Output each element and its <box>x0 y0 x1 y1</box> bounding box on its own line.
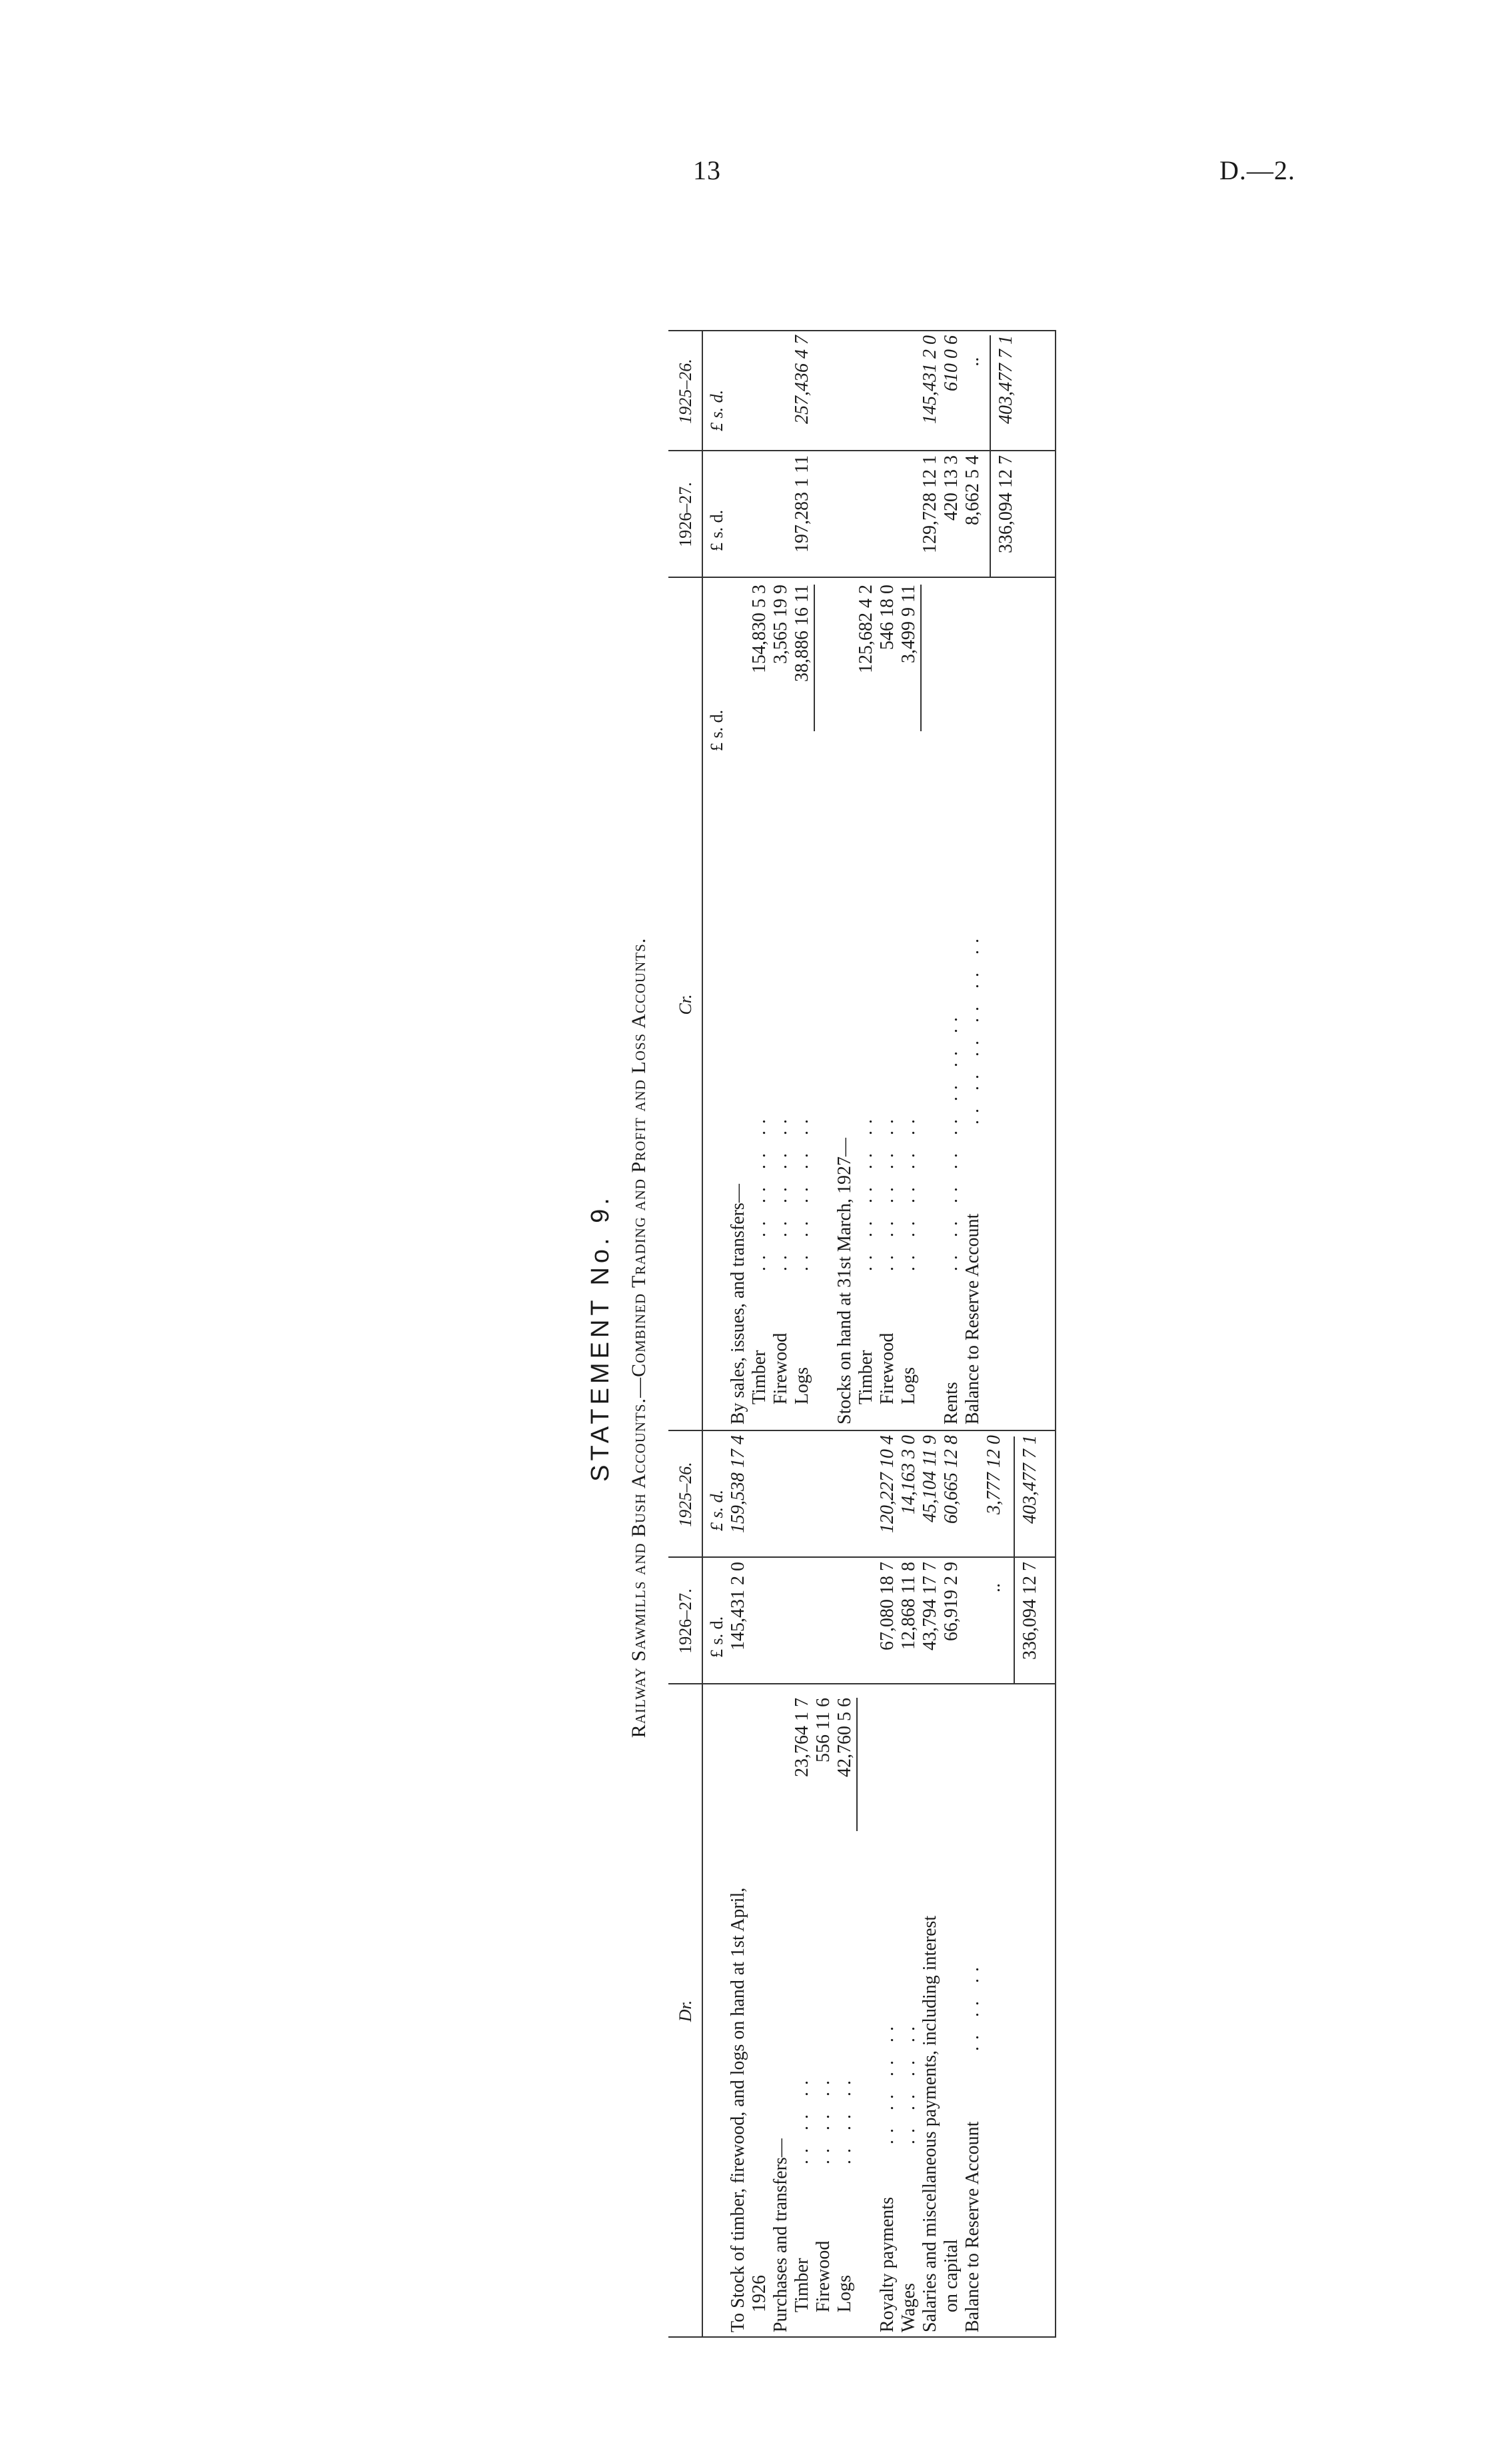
dr-purchase-firewood-amount: 556 11 6 <box>813 1698 834 1762</box>
cr-sales-heading: By sales, issues, and transfers— <box>728 1184 748 1424</box>
document-reference: D.—2. <box>1219 155 1295 185</box>
cr-year-1925-26-heading: 1925–26. <box>676 359 695 424</box>
cr-balance-label: Balance to Reserve Account <box>962 1213 983 1424</box>
cr-sales-1926-27: 197,283 1 11 <box>792 455 812 553</box>
dr-opening-stock-year: 1926 <box>749 2275 770 2312</box>
units-label: £ s. d. <box>707 709 726 751</box>
dr-wages-label: Wages <box>898 2283 919 2332</box>
dr-heading: Dr. <box>676 2000 695 2022</box>
cr-heading: Cr. <box>676 994 695 1015</box>
cr-sales-logs-label: Logs <box>792 1367 812 1404</box>
dr-wages-1926-27: 12,868 11 8 <box>898 1562 919 1650</box>
units-label: £ s. d. <box>707 1616 726 1658</box>
dr-opening-stock-1926-27: 145,431 2 0 <box>728 1562 748 1650</box>
cr-sales-firewood-label: Firewood <box>770 1332 791 1404</box>
cr-closing-logs-amount: 3,499 9 11 <box>898 585 919 663</box>
page-number: 13 <box>693 155 721 185</box>
cr-total-1926-27: 336,094 12 7 <box>996 455 1016 553</box>
cr-total-1925-26: 403,477 7 1 <box>996 335 1016 424</box>
bottom-rule <box>1055 331 1056 2338</box>
cr-sales-timber-amount: 154,830 5 3 <box>749 585 770 673</box>
dr-royalty-1926-27: 67,080 18 7 <box>877 1562 898 1650</box>
dr-purchases-heading: Purchases and transfers— <box>770 2138 791 2332</box>
dr-capital-1925-26: 60,665 12 8 <box>941 1435 962 1524</box>
cr-year-1926-27-heading: 1926–27. <box>676 482 695 547</box>
dr-year-1925-26-heading: 1925–26. <box>676 1462 695 1527</box>
cr-sales-1925-26: 257,436 4 7 <box>792 335 812 424</box>
cr-balance-1926-27: 8,662 5 4 <box>962 455 983 525</box>
dr-balance-1926-27: .. <box>984 1583 1004 1592</box>
statement-sheet: STATEMENT No. 9. Railway Sawmills and Bush Accounts.—Combined Trading and Profit and Loss Accounts. Dr. 1926–27. 1925–26. Cr. 1926–27. 1925–26. £ s. d. £ s. d. £ s. d. £ s. d. £ s. d. To Stock of timber, firewood, and logs on hand at 1st April, 1926 145,431 2 0 159,538 17 4 Purchases and transfers— Timber .. .. .. 23,764 1 7 Firewood .. .. .. 556 11 6 Logs .. .. .. 42,760 5 6 Royalty payments .. .. .. .. 67,080 18 7 120,227 10 4 Wages .. .. .. .. 12,868 11 8 14,163 3 0 Salaries and miscellaneous payments, including interest 43,794 17 7 45,104 11 9 on capital 66,919 2 9 60,665 12 8 Balance to Reserve Account .. .. .. .. 3,777 12 0 336,094 12 7 403,477 7 1 By sales, issues, and transfers— Timber .. .. .. .. .. 154,830 5 3 Firewood .. .. .. .. .. 3,565 19 9 Logs .. .. .. .. .. 38,886 16 11 197,283 1 11 257,436 4 7 Stocks on hand at 31st March, 1927— Timber .. .. .. .. .. 125,682 4 2 Firewood .. .. .. .. .. 546 18 0 Logs .. .. .. .. .. 3,499 9 11 129,728 12 1 145,431 2 0 Rents .. .. .. .. .. .. .. .. 420 13 3 610 0 6 Balance to Reserve Account .. .. .. .. .. .. 8,662 5 4 .. 336,094 12 7 403,477 7 1 <box>590 311 1056 2364</box>
dr-purchase-logs-label: Logs <box>834 2275 855 2312</box>
cr-closing-logs-label: Logs <box>898 1367 919 1404</box>
dr-total-1925-26: 403,477 7 1 <box>1020 1435 1040 1524</box>
units-label: £ s. d. <box>707 509 726 551</box>
dr-purchase-firewood-label: Firewood <box>813 2240 834 2312</box>
dr-balance-1925-26: 3,777 12 0 <box>984 1435 1004 1514</box>
cr-sales-timber-label: Timber <box>749 1350 770 1404</box>
column-rule <box>668 330 1056 331</box>
dr-year-1926-27-heading: 1926–27. <box>676 1588 695 1654</box>
cr-closing-timber-amount: 125,682 4 2 <box>856 585 876 673</box>
dr-capital-label: on capital <box>941 2239 962 2312</box>
cr-closing-timber-label: Timber <box>856 1350 876 1404</box>
dr-opening-stock-label: To Stock of timber, firewood, and logs on hand at 1st April, <box>728 1887 748 2332</box>
column-rule <box>668 2336 1056 2338</box>
dr-opening-stock-1925-26: 159,538 17 4 <box>728 1435 748 1533</box>
dr-royalty-label: Royalty payments <box>877 2197 898 2332</box>
cr-balance-1925-26: .. <box>962 357 983 366</box>
cr-rents-1926-27: 420 13 3 <box>941 455 962 521</box>
cr-rents-label: Rents <box>941 1382 962 1424</box>
cr-closing-firewood-amount: 546 18 0 <box>877 585 898 650</box>
dr-purchase-logs-amount: 42,760 5 6 <box>834 1698 855 1777</box>
dr-salaries-1926-27: 43,794 17 7 <box>920 1562 940 1650</box>
statement-subtitle: Railway Sawmills and Bush Accounts.—Combined Trading and Profit and Loss Accounts. <box>628 937 650 1738</box>
cr-sales-logs-amount: 38,886 16 11 <box>792 585 812 682</box>
dr-royalty-1925-26: 120,227 10 4 <box>877 1435 898 1533</box>
dr-total-1926-27: 336,094 12 7 <box>1020 1562 1040 1660</box>
cr-closing-firewood-label: Firewood <box>877 1332 898 1404</box>
cr-closing-1926-27: 129,728 12 1 <box>920 455 940 553</box>
column-rule <box>668 577 1056 578</box>
cr-rents-1925-26: 610 0 6 <box>941 335 962 391</box>
dr-capital-1926-27: 66,919 2 9 <box>941 1562 962 1641</box>
dr-purchase-timber-label: Timber <box>792 2258 812 2312</box>
dr-salaries-1925-26: 45,104 11 9 <box>920 1435 940 1522</box>
units-label: £ s. d. <box>707 389 726 431</box>
cr-closing-1925-26: 145,431 2 0 <box>920 335 940 424</box>
units-label: £ s. d. <box>707 1489 726 1531</box>
dr-purchase-timber-amount: 23,764 1 7 <box>792 1698 812 1777</box>
statement-title: STATEMENT No. 9. <box>586 1194 614 1482</box>
column-rule <box>668 1556 1056 1558</box>
column-rule <box>668 1683 1056 1684</box>
cr-sales-firewood-amount: 3,565 19 9 <box>770 585 791 664</box>
column-rule <box>668 450 1056 451</box>
dr-salaries-label: Salaries and miscellaneous payments, including interest <box>920 1915 940 2332</box>
column-rule <box>668 1430 1056 1431</box>
header-rule <box>702 331 703 2338</box>
dr-wages-1925-26: 14,163 3 0 <box>898 1435 919 1514</box>
cr-closing-heading: Stocks on hand at 31st March, 1927— <box>834 1137 855 1424</box>
dr-balance-label: Balance to Reserve Account <box>962 2121 983 2332</box>
